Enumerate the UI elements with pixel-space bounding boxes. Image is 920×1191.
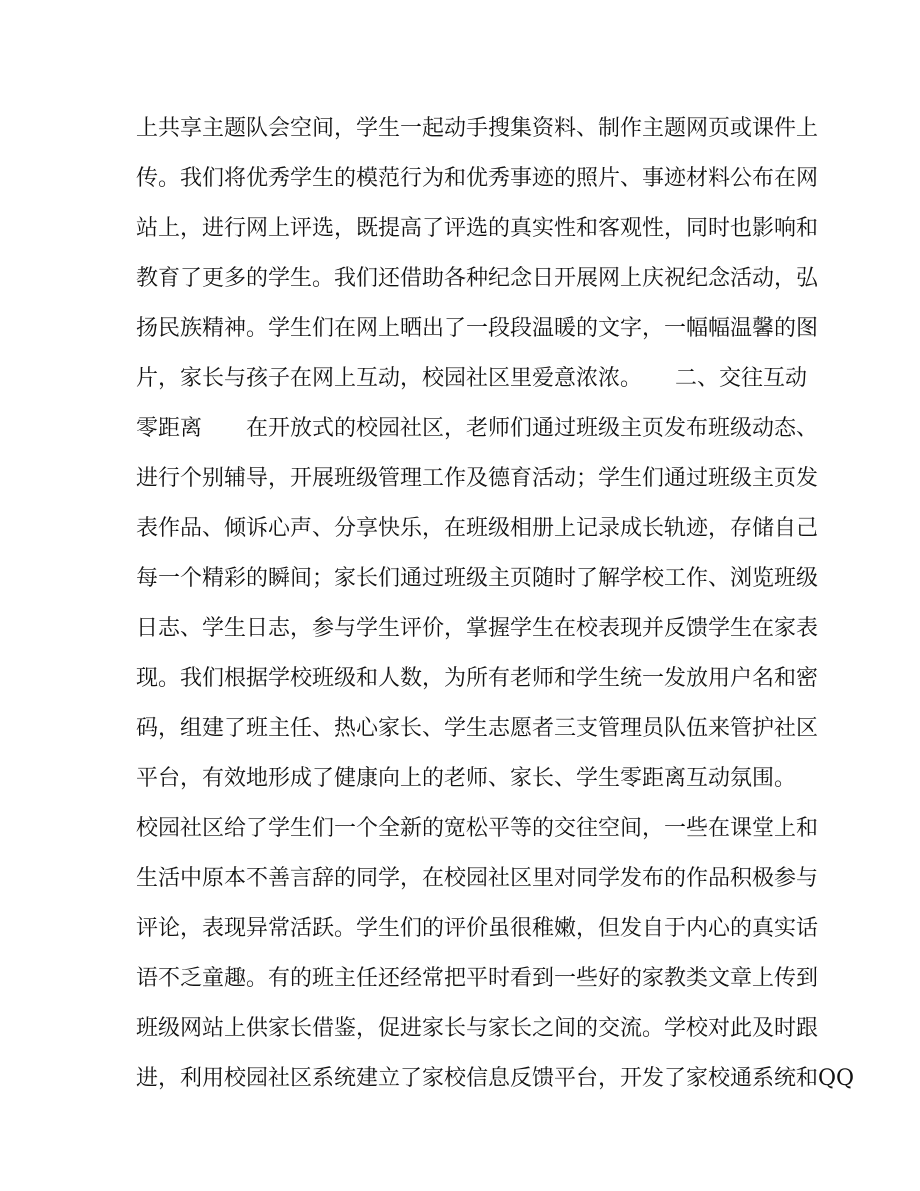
text-line: 传。我们将优秀学生的模范行为和优秀事迹的照片、事迹材料公布在网 (136, 166, 819, 191)
text-line: 码，组建了班主任、热心家长、学生志愿者三支管理员队伍来管护社区 (136, 716, 819, 741)
text-line: 扬民族精神。学生们在网上晒出了一段段温暖的文字，一幅幅温馨的图 (136, 316, 819, 341)
text-line: 校园社区给了学生们一个全新的宽松平等的交往空间，一些在课堂上和 (136, 816, 819, 841)
text-line: 站上，进行网上评选，既提高了评选的真实性和客观性，同时也影响和 (136, 216, 819, 241)
text-line: 现。我们根据学校班级和人数，为所有老师和学生统一发放用户名和密 (136, 666, 819, 691)
text-line: 进，利用校园社区系统建立了家校信息反馈平台，开发了家校通系统和QQ (136, 1066, 855, 1091)
text-line: 教育了更多的学生。我们还借助各种纪念日开展网上庆祝纪念活动，弘 (136, 266, 819, 291)
body-text (136, 104, 855, 1104)
text-line: 评论，表现异常活跃。学生们的评价虽很稚嫩，但发自于内心的真实话 (136, 916, 819, 941)
text-line: 班级网站上供家长借鉴，促进家长与家长之间的交流。学校对此及时跟 (136, 1016, 819, 1041)
text-line: 片，家长与孩子在网上互动，校园社区里爱意浓浓。 二、交往互动 (136, 366, 808, 391)
text-line: 零距离 在开放式的校园社区，老师们通过班级主页发布班级动态、 (136, 416, 819, 441)
text-line: 语不乏童趣。有的班主任还经常把平时看到一些好的家教类文章上传到 (136, 966, 819, 991)
text-line: 表作品、倾诉心声、分享快乐，在班级相册上记录成长轨迹，存储自己 (136, 516, 819, 541)
text-line: 日志、学生日志，参与学生评价，掌握学生在校表现并反馈学生在家表 (136, 616, 819, 641)
text-line: 每一个精彩的瞬间；家长们通过班级主页随时了解学校工作、浏览班级 (136, 566, 819, 591)
text-line: 上共享主题队会空间，学生一起动手搜集资料、制作主题网页或课件上 (136, 116, 819, 141)
text-line: 生活中原本不善言辞的同学，在校园社区里对同学发布的作品积极参与 (136, 866, 819, 891)
text-line: 进行个别辅导，开展班级管理工作及德育活动；学生们通过班级主页发 (136, 466, 819, 491)
text-line: 平台，有效地形成了健康向上的老师、家长、学生零距离互动氛围。 (136, 766, 797, 791)
